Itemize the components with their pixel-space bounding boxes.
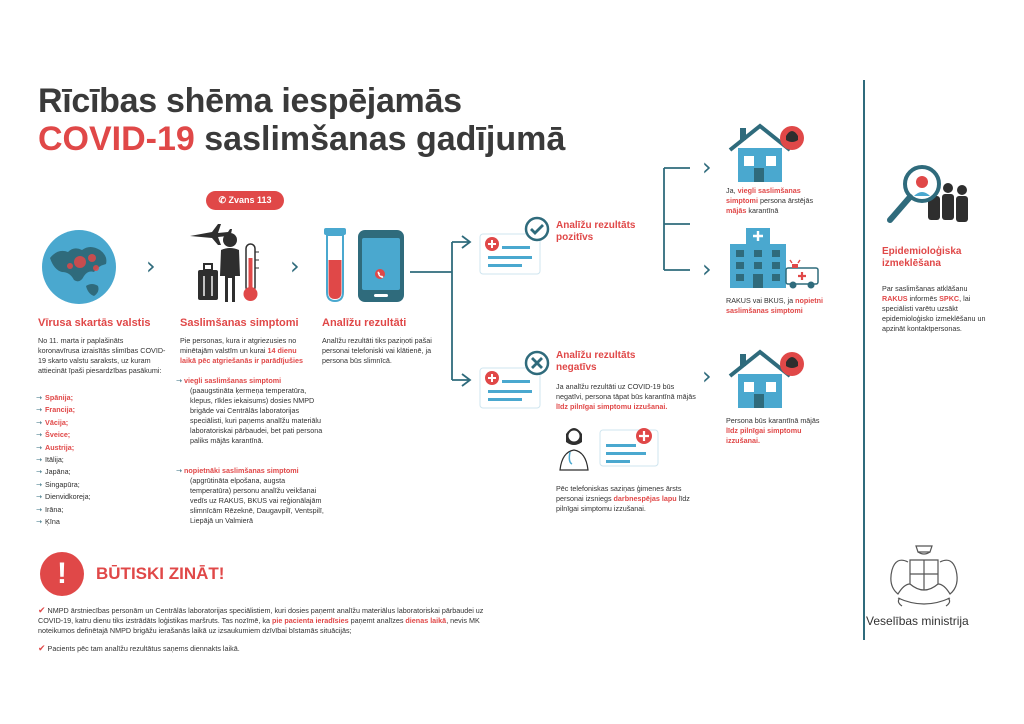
home-text-highlight1: viegli saslimšanas simptomi <box>726 186 801 205</box>
doctor-text-b: līdz pilnīgai simptomu izzušanai. <box>556 494 690 513</box>
home-text-b: persona ārstējās <box>757 196 814 205</box>
negative-outcome-text <box>726 416 820 446</box>
epi-heading: Epidemioloģiska izmeklēšana <box>882 246 962 269</box>
epi-illustration <box>882 164 974 232</box>
doctor-icon <box>560 428 588 470</box>
arrow-right-icon: → <box>36 492 43 502</box>
neg-outcome-highlight: līdz pilnīgai simptomu izzušanai. <box>726 426 802 445</box>
arrow-right-icon: → <box>36 393 43 402</box>
house-icon <box>726 346 808 410</box>
warning-item1-b: paņemt analīzes <box>348 616 406 625</box>
house-icon <box>726 120 808 184</box>
warning-title: BŪTISKI ZINĀT! <box>96 564 225 583</box>
section-divider <box>863 80 865 640</box>
epi-text <box>882 284 994 334</box>
arrow-right-icon: → <box>176 376 183 385</box>
epi-text-rakus: RAKUS <box>882 294 908 303</box>
globe-icon <box>40 228 118 306</box>
negative-heading-l2: negatīvs <box>556 362 597 373</box>
country-item <box>36 504 156 516</box>
home-text-a: Ja, <box>726 186 738 195</box>
col1-text: No 11. marta ir paplašināts koronavīrusa izraisītās slimības COVID-19 skarto valstu saraksts, uz kuram attiecināt īpaši piesardzības pasākumi: <box>38 336 166 375</box>
arrow-right-icon: → <box>36 517 43 527</box>
hospital-icon <box>730 228 786 288</box>
arrow-right-icon: → <box>36 467 43 477</box>
country-item <box>36 479 156 491</box>
country-item <box>36 404 156 416</box>
ambulance-icon <box>786 260 818 289</box>
symptom-severe-text: (apgrūtināta elpošana, augsta temperatūra) personu analīžu veikšanai vedīs uz RAKUS, BKUS vai reģionālajām slimnīcām Rēzeknē, Daugavpilī, Ventspilī, Liepājā un Valmierā <box>190 476 324 525</box>
country-name: Vācija; <box>45 417 69 427</box>
country-item <box>36 466 156 478</box>
arrow-right-icon: → <box>36 442 43 452</box>
epi-text-spkc: SPKC <box>939 294 960 303</box>
hospital-outcome-text <box>726 296 844 316</box>
chevron-right-icon: › <box>702 255 712 283</box>
country-name: Šveice; <box>45 430 71 440</box>
country-name: Ķīna <box>45 517 60 527</box>
positive-heading <box>556 220 635 244</box>
country-name: Singapūra; <box>45 479 80 489</box>
warning-item-1 <box>38 606 508 636</box>
hosp-text-highlight: nopietni saslimšanas simptomi <box>726 296 824 315</box>
test-tube-icon <box>324 228 346 301</box>
home-text-c: karantīnā <box>746 206 779 215</box>
country-item <box>36 392 156 404</box>
arrow-right-icon: → <box>36 405 43 415</box>
doctor-text-highlight: darbnespējas lapu <box>613 494 677 503</box>
epi-text-b: informēs <box>907 294 940 303</box>
epi-text-c: , lai speciālisti varētu uzsākt epidemioloģisko izmeklēšanu un apzināt kontaktpersonas. <box>882 294 986 333</box>
chevron-right-icon: › <box>290 252 300 280</box>
country-item <box>36 417 156 429</box>
country-item <box>36 429 156 441</box>
medical-report-icon <box>600 428 658 466</box>
hospital-illustration <box>726 224 822 290</box>
country-item <box>36 442 156 454</box>
warning-item-2 <box>38 644 508 654</box>
arrow-right-icon: → <box>176 466 183 475</box>
page-title-line1: Rīcības shēma iespējamās <box>38 82 462 120</box>
home-outcome-text <box>726 186 820 216</box>
arrow-right-icon: → <box>36 455 43 465</box>
checkmark-icon: ✔ <box>38 606 46 616</box>
country-name: Dienvidkoreja; <box>45 492 91 502</box>
phone-icon: ✆ <box>218 195 229 205</box>
suitcase-icon <box>198 264 218 300</box>
warning-item1-highlight: pie pacienta ieradīsies <box>271 616 349 625</box>
warning-item2-text: Pacients pēc tam analīžu rezultātus saņems diennakts laikā. <box>47 644 240 653</box>
col1-heading: Vīrusa skartās valstis <box>38 317 151 329</box>
thermometer-icon <box>244 244 260 301</box>
symptom-severe <box>176 466 324 526</box>
warning-icon: ! <box>40 552 84 596</box>
country-name: Irāna; <box>45 504 64 514</box>
positive-heading-l1: Analīžu rezultāts <box>556 220 636 231</box>
smartphone-icon <box>358 230 404 302</box>
person-icon <box>220 233 240 302</box>
country-list <box>36 392 156 528</box>
check-circle-icon <box>524 216 550 242</box>
symptom-severe-title: nopietnāki saslimšanas simptomi <box>184 466 299 475</box>
coat-of-arms-icon <box>878 540 970 612</box>
chevron-right-icon: › <box>702 362 712 390</box>
col3-text: Analīžu rezultāti tiks paziņoti pašai personai telefoniski vai klātienē, ja persona būs slimnīcā. <box>322 336 432 365</box>
col3-heading: Analīžu rezultāti <box>322 317 407 329</box>
col2-intro <box>180 336 310 366</box>
x-circle-icon <box>524 350 550 376</box>
country-name: Spānija; <box>45 393 73 402</box>
col2-heading: Saslimšanas simptomi <box>180 317 299 329</box>
warning-item1-a: NMPD ārstniecības personām un Centrālās laboratorijas speciālistiem, kuri dosies paņemt analīžu materiālus laboratoriskai pārbaudei uz COVID-19, katru dienu tiks izstrādāts loģistikas maršruts. Tas nozīmē, ka <box>38 606 484 625</box>
arrow-right-icon: → <box>36 417 43 427</box>
doctor-text-a: Pēc telefoniskas saziņas ģimenes ārsts personai izsniegs <box>556 484 682 503</box>
negative-text <box>556 382 698 412</box>
checkmark-icon: ✔ <box>38 644 46 654</box>
country-name: Japāna; <box>45 467 71 477</box>
warning-item1-highlight2: dienas laikā <box>405 616 447 625</box>
country-item <box>36 516 156 528</box>
doctor-text <box>556 484 698 514</box>
home-text-highlight2: mājās <box>726 206 747 215</box>
country-name: Austrija; <box>45 442 75 452</box>
col2-intro-highlight: 14 dienu laikā pēc atgriešanās ir parādījušies <box>180 346 304 365</box>
arrow-right-icon: → <box>36 504 43 514</box>
doctor-illustration <box>556 422 666 472</box>
call-label: Zvans 113 <box>228 195 272 205</box>
symptom-mild <box>176 376 324 446</box>
traveller-illustration <box>188 218 288 304</box>
arrow-right-icon: → <box>36 430 43 440</box>
test-illustration <box>320 226 410 304</box>
title-covid: COVID-19 <box>38 120 195 158</box>
negative-heading <box>556 350 635 374</box>
chevron-right-icon: › <box>702 153 712 181</box>
hosp-text-a: RAKUS vai BKUS, ja <box>726 296 796 305</box>
negative-text-highlight: līdz pilnīgai simptomu izzušanai. <box>556 402 668 411</box>
country-item <box>36 491 156 503</box>
positive-heading-l2: pozitīvs <box>556 232 594 243</box>
col2-intro-text: Pie personas, kura ir atgriezusies no minētajām valstīm un kurai <box>180 336 297 355</box>
neg-outcome-a: Persona būs karantīnā mājās <box>726 416 820 425</box>
country-item <box>36 454 156 466</box>
country-name: Itālija; <box>45 455 64 465</box>
symptom-mild-text: (paaugstināta ķermeņa temperatūra, klepus, rīkles iekaisums) dosies NMPD brigāde vai Centrālās laboratorijas speciālisti, kuri paņems analīžu materiālu laboratoriskai pārbaudei, bet pati persona paliks mājās karantīnā. <box>190 386 323 445</box>
country-name: Francija; <box>45 405 75 415</box>
epi-text-a: Par saslimšanas atklāšanu <box>882 284 968 293</box>
ministry-name: Veselības ministrija <box>866 614 969 628</box>
arrow-right-icon: → <box>36 479 43 489</box>
title-rest: saslimšanas gadījumā <box>194 120 566 158</box>
symptom-mild-title: viegli saslimšanas simptomi <box>184 376 282 385</box>
chevron-right-icon: › <box>146 252 156 280</box>
warning-item1-c: , nevis MK noteikumos definētajā NMPD brigāžu ierašanās laikā uz izsaukumiem dzīvībai bīstamās situācijās; <box>38 616 480 635</box>
negative-heading-l1: Analīžu rezultāts <box>556 350 636 361</box>
negative-text-a: Ja analīžu rezultāti uz COVID-19 būs negatīvi, persona tāpat būs karantīnā mājās <box>556 382 696 401</box>
call-113-badge <box>206 191 284 210</box>
